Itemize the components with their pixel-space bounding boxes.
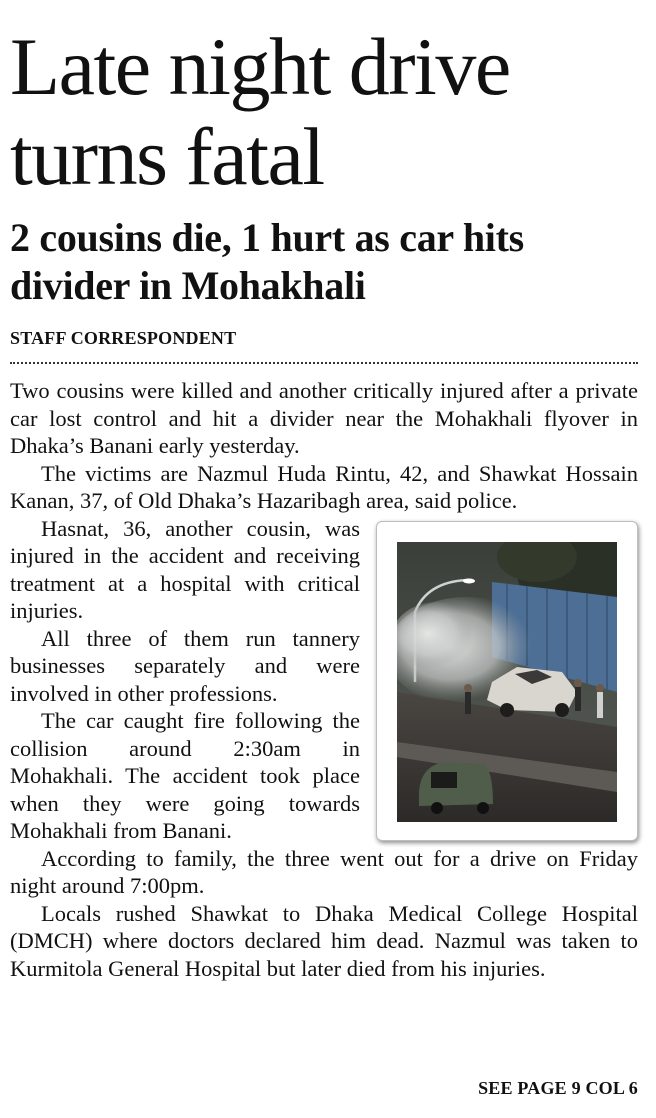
byline: STAFF CORRESPONDENT bbox=[10, 328, 237, 348]
subheadline-line-1: 2 cousins die, 1 hurt as car hits bbox=[10, 215, 524, 260]
accident-photo-image bbox=[397, 542, 617, 822]
paragraph-3: Hasnat, 36, another cousin, was injured in the accident and receiving treatment at a hospital with critical injuries. bbox=[10, 515, 360, 623]
dotted-divider bbox=[10, 362, 638, 364]
paragraph-5: The car caught fire following the collision around 2:30am in Mohakhali. The accident took place when they were going towards Mohakhali from Banani. bbox=[10, 708, 360, 843]
article-body bbox=[10, 377, 638, 982]
paragraph-4: All three of them run tannery businesses separately and were involved in other professions. bbox=[10, 625, 360, 706]
accident-photo bbox=[376, 521, 638, 841]
paragraph-7: Locals rushed Shawkat to Dhaka Medical College Hospital (DMCH) where doctors declared him dead. Nazmul was taken to Kurmitola General Hospital but later died from his injuries. bbox=[10, 900, 638, 981]
headline-line-2: turns fatal bbox=[10, 111, 324, 202]
paragraph-2: The victims are Nazmul Huda Rintu, 42, and Shawkat Hossain Kanan, 37, of Old Dhaka’s Hazaribagh area, said police. bbox=[10, 460, 638, 513]
paragraph-1: Two cousins were killed and another critically injured after a private car lost control and hit a divider near the Mohakhali flyover in Dhaka’s Banani early yesterday. bbox=[10, 378, 638, 458]
headline-line-1: Late night drive bbox=[10, 21, 510, 112]
subheadline bbox=[10, 214, 650, 310]
jump-line: SEE PAGE 9 COL 6 bbox=[478, 1078, 638, 1098]
headline bbox=[10, 22, 650, 202]
subheadline-line-2: divider in Mohakhali bbox=[10, 263, 366, 308]
paragraph-6: According to family, the three went out for a drive on Friday night around 7:00pm. bbox=[10, 845, 638, 898]
